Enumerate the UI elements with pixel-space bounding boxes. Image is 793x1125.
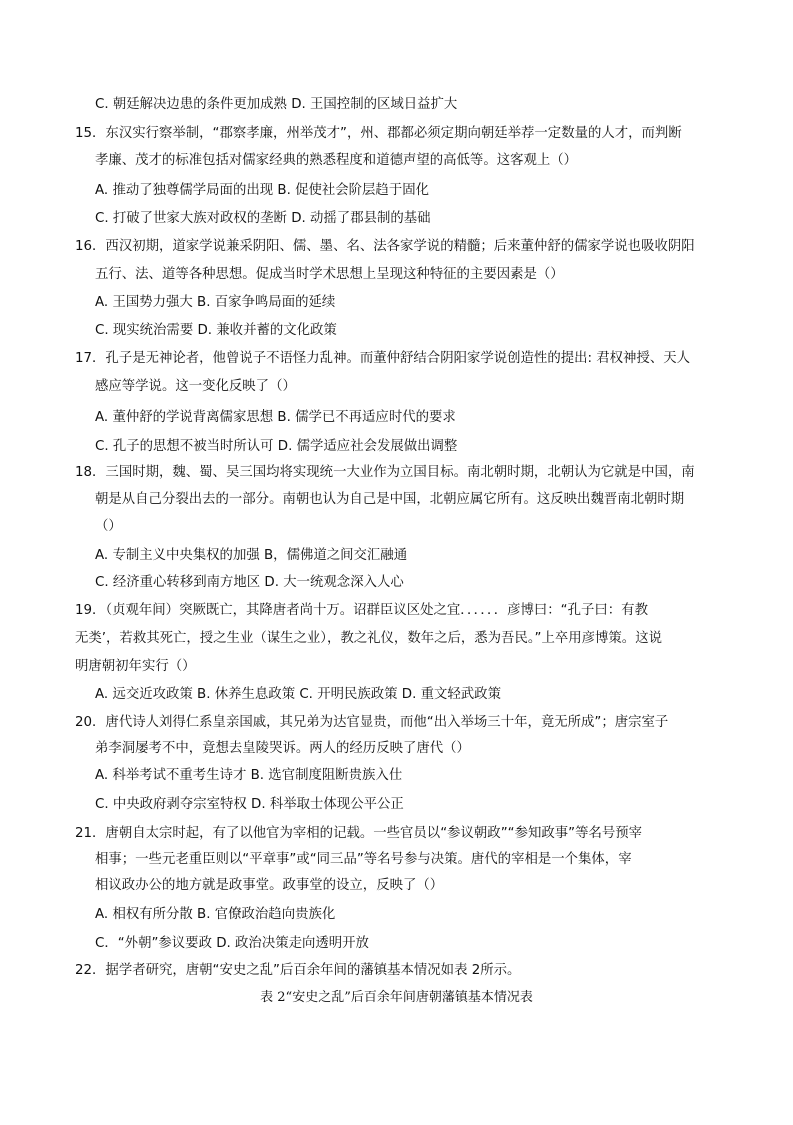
question-15-options-ab: A. 推动了独尊儒学局面的出现 B. 促使社会阶层趋于固化 (95, 183, 429, 198)
question-19-stem-end: 明唐朝初年实行（） (75, 659, 196, 674)
question-20-stem: 20．唐代诗人刘得仁系皇亲国戚，其兄弟为达官显贵，而他“出入举场三十年，竟无所成”；唐宗室子 (75, 715, 669, 730)
question-15-stem-cont: 孝廉、茂才的标准包括对儒家经典的熟悉程度和道德声望的高低等。这客观上（） (95, 153, 578, 168)
question-18-options-ab: A. 专制主义中央集权的加强 B，儒佛道之间交汇融通 (95, 548, 408, 563)
question-18-answer-blank: （） (95, 519, 122, 534)
question-21-options-cd: C．“外朝”参议要政 D. 政治决策走向透明开放 (95, 936, 369, 951)
question-21-stem-cont: 相事；一些元老重臣则以“平章事”或“同三品”等名号参与决策。唐代的宰相是一个集体，宰 (95, 852, 632, 867)
question-15-options-cd: C. 打破了世家大族对政权的垄断 D. 动摇了郡县制的基础 (95, 211, 431, 226)
question-18-stem: 18．三国时期，魏、蜀、吴三国均将实现统一大业作为立国目标。南北朝时期，北朝认为它就是中国，南 (75, 465, 695, 480)
question-17-stem-cont: 感应等学说。这一变化反映了（） (95, 379, 296, 394)
question-19-stem-cont: 无类’，若救其死亡，授之生业（谋生之业），教之礼仪，数年之后，悉为吾民。”上卒用彦博策。这说 (75, 631, 662, 646)
question-16-stem-cont: 五行、法、道等各种思想。促成当时学术思想上呈现这种特征的主要因素是（） (95, 267, 564, 282)
question-20-stem-cont: 弟李洞屡考不中，竟想去皇陵哭诉。两人的经历反映了唐代（） (95, 741, 470, 756)
question-15-stem: 15．东汉实行察举制，“郡察孝廉，州举茂才”，州、郡都必须定期向朝廷举荐一定数量的人才，而判断 (75, 126, 682, 141)
question-17-options-cd: C. 孔子的思想不被当时所认可 D. 儒学适应社会发展做出调整 (95, 439, 458, 454)
question-21-stem-end: 相议政办公的地方就是政事堂。政事堂的设立，反映了（） (95, 878, 444, 893)
question-21-stem: 21．唐朝自太宗时起，有了以他官为宰相的记载。一些官员以“参议朝政”“参知政事”等名号预宰 (75, 826, 643, 841)
question-18-stem-cont: 朝是从自己分裂出去的一部分。南朝也认为自己是中国，北朝应属它所有。这反映出魏晋南北朝时期 (95, 492, 685, 507)
table-caption: 表 2“安史之乱”后百余年间唐朝藩镇基本情况表 (260, 990, 533, 1005)
question-20-options-ab: A. 科举考试不重考生诗才 B. 选官制度阻断贵族入仕 (95, 768, 403, 783)
question-19-options: A. 远交近攻政策 B. 休养生息政策 C. 开明民族政策 D. 重文轻武政策 (95, 687, 501, 702)
question-20-options-cd: C. 中央政府剥夺宗室特权 D. 科举取士体现公平公正 (95, 797, 404, 812)
question-22-stem: 22．据学者研究，唐朝“安史之乱”后百余年间的藩镇基本情况如表 2所示。 (75, 963, 521, 978)
option-line-14-cd: C. 朝廷解决边患的条件更加成熟 D. 王国控制的区域日益扩大 (95, 97, 458, 112)
question-16-options-ab: A. 王国势力强大 B. 百家争鸣局面的延续 (95, 295, 336, 310)
question-19-stem: 19．（贞观年间）突厥既亡，其降唐者尚十万。诏群臣议区处之宜．．．．．．彦博曰：“孔子曰：有教 (75, 603, 648, 618)
question-16-stem: 16．西汉初期，道家学说兼采阴阳、儒、墨、名、法各家学说的精髓；后来董仲舒的儒家学说也吸收阴阳 (75, 239, 695, 254)
question-17-options-ab: A. 董仲舒的学说背离儒家思想 B. 儒学已不再适应时代的要求 (95, 410, 456, 425)
question-17-stem: 17．孔子是无神论者，他曾说子不语怪力乱神。而董仲舒结合阴阳家学说创造性的提出: 君权神授、天人 (75, 351, 690, 366)
question-16-options-cd: C. 现实统治需要 D. 兼收并蓄的文化政策 (95, 323, 337, 338)
question-21-options-ab: A. 相权有所分散 B. 官僚政治趋向贵族化 (95, 907, 336, 922)
question-18-options-cd: C. 经济重心转移到南方地区 D. 大一统观念深入人心 (95, 575, 404, 590)
